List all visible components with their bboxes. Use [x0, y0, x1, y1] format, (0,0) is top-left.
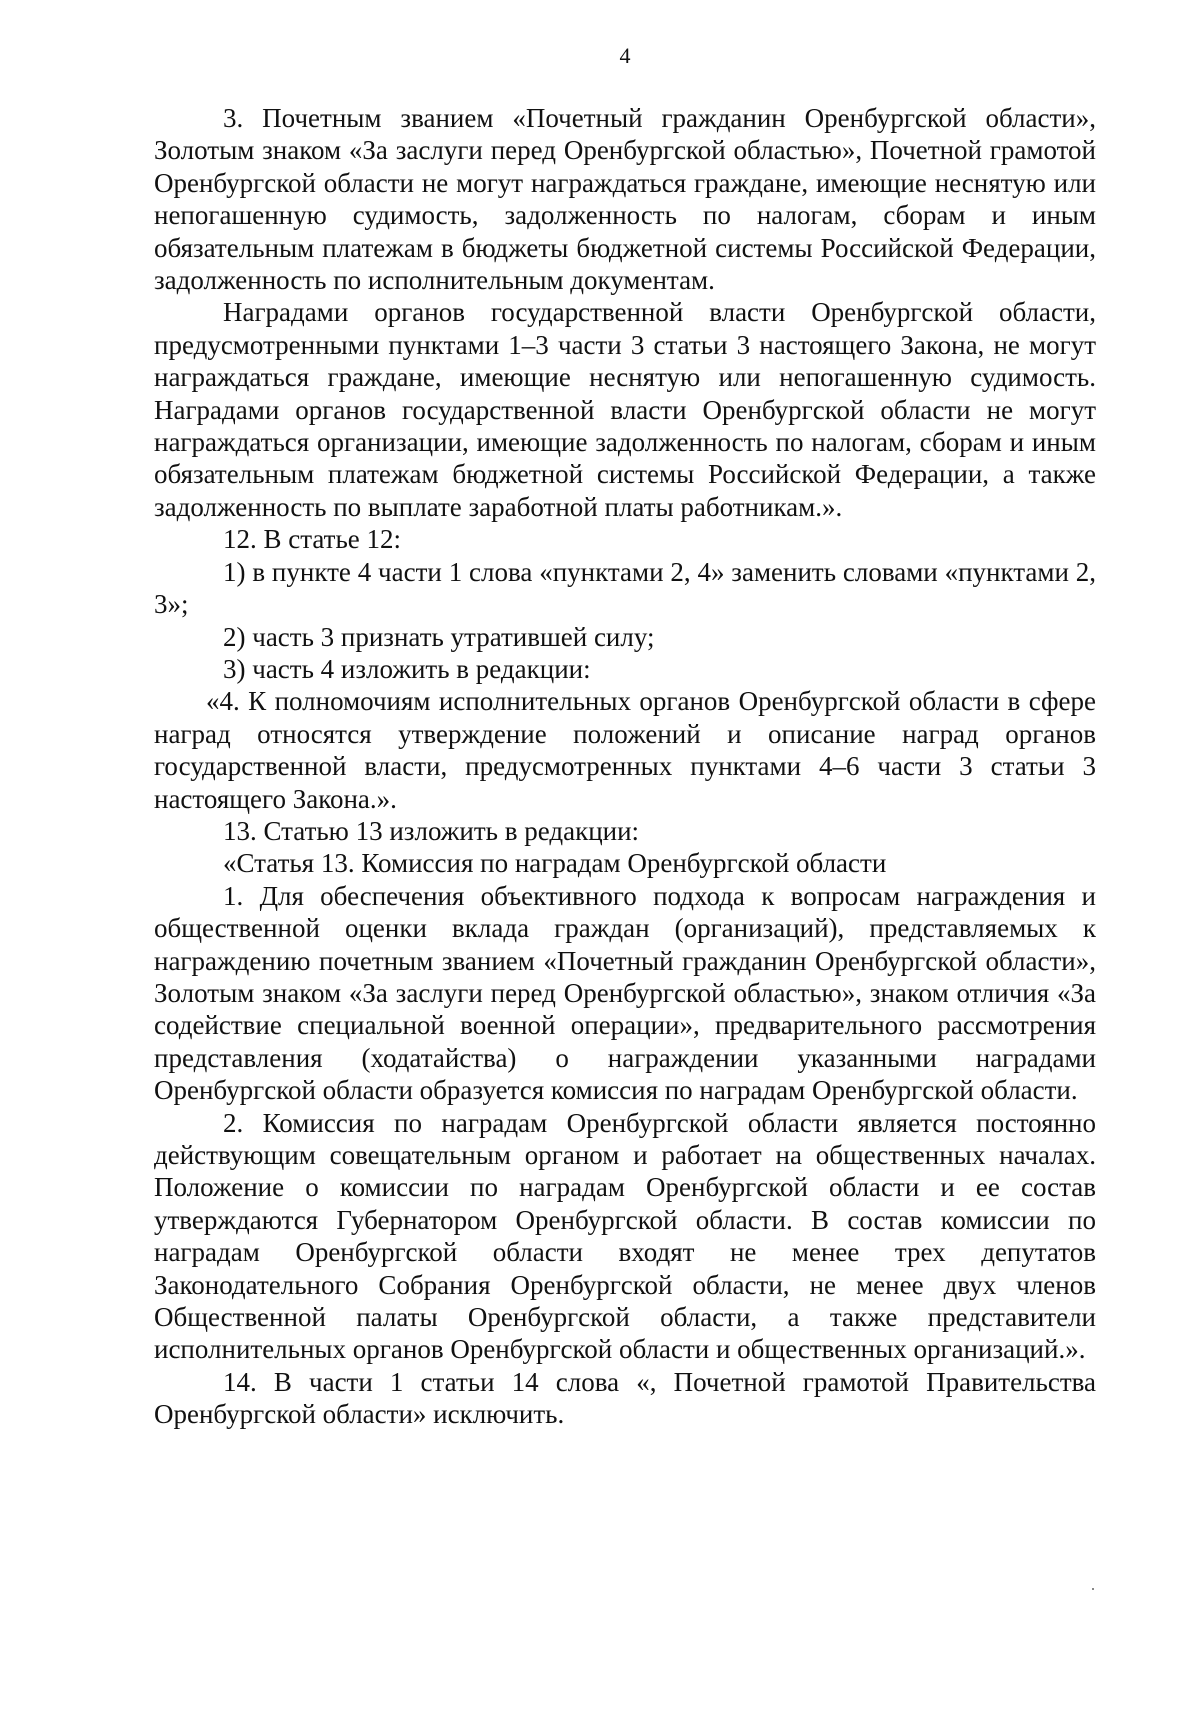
paragraph-item-3: 3. Почетным званием «Почетный гражданин Оренбургской области», Золотым знаком «За заслуги перед Оренбургской областью», Почетной грамотой Оренбургской области не могут награждаться граждане, имеющие неснятую или непогашенную судимость, задолженность по налогам, сборам и иным обязательным платежам в бюджеты бюджетной системы Российской Федерации, задолженность по исполнительным документам. [154, 103, 1096, 296]
page-number: 4 [619, 43, 631, 68]
paragraph-amendment-12-1: 1) в пункте 4 части 1 слова «пунктами 2, 4» заменить словами «пунктами 2, 3»; [154, 556, 1096, 620]
paragraph-article-13-part-1: 1. Для обеспечения объективного подхода к вопросам награждения и общественной оценки вклада граждан (организаций), представляемых к награждению почетным званием «Почетный гражданин Оренбургской области», Золотым знаком «За заслуги перед Оренбургской областью», знаком отличия «За содействие специальной военной операции», предварительного рассмотрения представления (ходатайства) о награждении указанными наградами Оренбургской области образуется комиссия по наградам Оренбургской области. [154, 880, 1096, 1106]
paragraph-amendment-13: 13. Статью 13 изложить в редакции: [223, 815, 640, 846]
article-13-heading: «Статья 13. Комиссия по наградам Оренбургской области [223, 848, 887, 879]
paragraph-part-4: «4. К полномочиям исполнительных органов Оренбургской области в сфере наград относятся утверждение положений и описание наград органов государственной власти, предусмотренных пунктами 4–6 части 3 статьи 3 настоящего Закона.». [154, 686, 1096, 814]
paragraph-amendment-12-2: 2) часть 3 признать утратившей силу; [223, 621, 655, 652]
scan-speck [1092, 1588, 1094, 1590]
paragraph-article-13-part-2: 2. Комиссия по наградам Оренбургской области является постоянно действующим совещательным органом и работает на общественных началах. Положение о комиссии по наградам Оренбургской области и ее состав утверждаются Губернатором Оренбургской области. В состав комиссии по наградам Оренбургской области входят не менее трех депутатов Законодательного Собрания Оренбургской области, не менее двух членов Общественной палаты Оренбургской области, а также представители исполнительных органов Оренбургской области и общественных организаций.». [154, 1107, 1096, 1365]
paragraph-amendment-12: 12. В статье 12: [223, 524, 402, 555]
document-body [154, 102, 1096, 1431]
paragraph-awards-restriction: Наградами органов государственной власти Оренбургской области, предусмотренными пунктами 1–3 части 3 статьи 3 настоящего Закона, не могут награждаться граждане, имеющие неснятую или непогашенную судимость. Наградами органов государственной власти Оренбургской области не могут награждаться организации, имеющие задолженность по налогам, сборам и иным обязательным платежам бюджетной системы Российской Федерации, а также задолженность по выплате заработной платы работникам.». [154, 297, 1096, 522]
paragraph-amendment-14: 14. В части 1 статьи 14 слова «, Почетной грамотой Правительства Оренбургской области» исключить. [154, 1366, 1096, 1430]
paragraph-amendment-12-3: 3) часть 4 изложить в редакции: [223, 653, 591, 684]
